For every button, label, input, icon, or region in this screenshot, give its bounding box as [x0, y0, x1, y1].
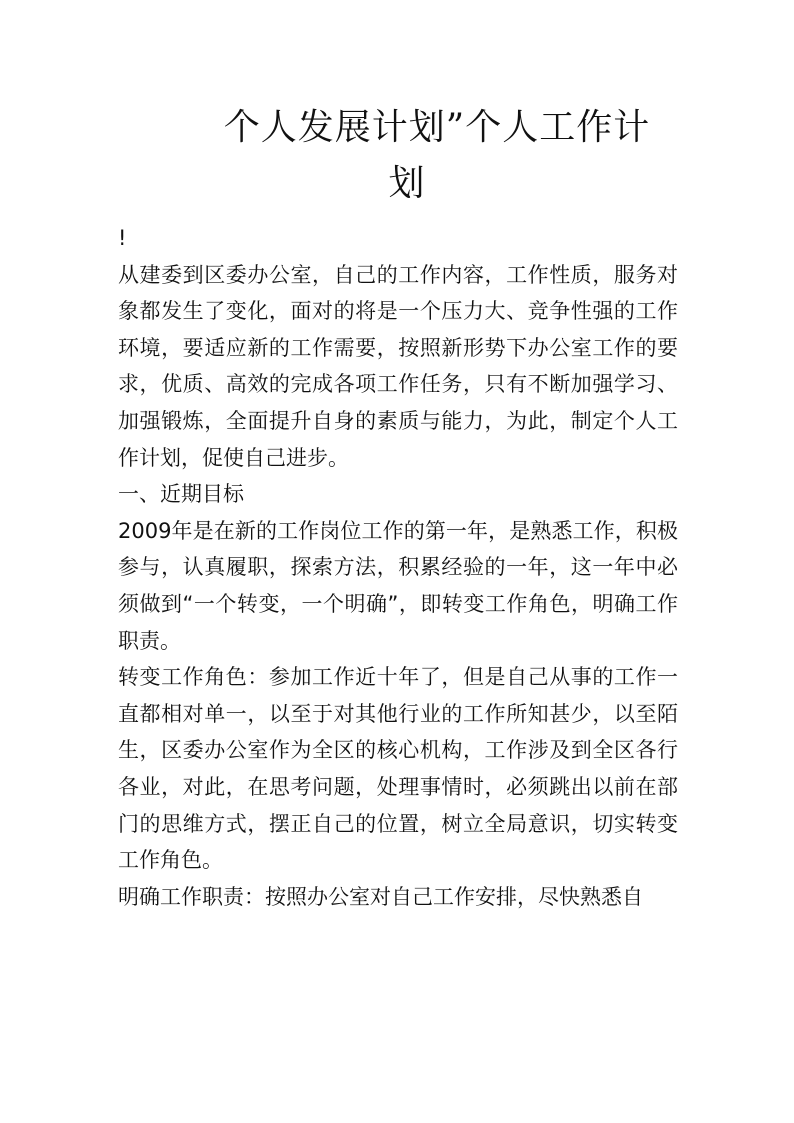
paragraph-intro: 从建委到区委办公室，自己的工作内容，工作性质，服务对象都发生了变化，面对的将是一个压力大、竞争性强的工作环境，要适应新的工作需要，按照新形势下办公室工作的要求，优质、高效的完成各项工作任务，只有不断加强学习、加强锻炼，全面提升自身的素质与能力，为此，制定个人工作计划，促使自己进步。 — [118, 262, 678, 470]
paragraph-duties: 明确工作职责：按照办公室对自己工作安排，尽快熟悉自 — [118, 884, 643, 909]
document-body — [118, 220, 678, 915]
document-title — [0, 100, 794, 212]
title-line-2: 划 — [388, 163, 426, 204]
paragraph-exclamation: ! — [118, 226, 127, 250]
paragraph-2009: 2009年是在新的工作岗位工作的第一年，是熟悉工作，积极参与，认真履职，探索方法，积累经验的一年，这一年中必须做到“一个转变，一个明确”，即转变工作角色，明确工作职责。 — [118, 518, 678, 653]
section-heading-near-term-goals: 一、近期目标 — [118, 482, 244, 507]
paragraph-role-change: 转变工作角色：参加工作近十年了，但是自己从事的工作一直都相对单一，以至于对其他行业的工作所知甚少，以至陌生，区委办公室作为全区的核心机构，工作涉及到全区各行各业，对此，在思考问题，处理事情时，必须跳出以前在部门的思维方式，摆正自己的位置，树立全局意识，切实转变工作角色。 — [118, 665, 678, 873]
title-line-1: 个人发展计划”个人工作计 — [223, 107, 651, 148]
